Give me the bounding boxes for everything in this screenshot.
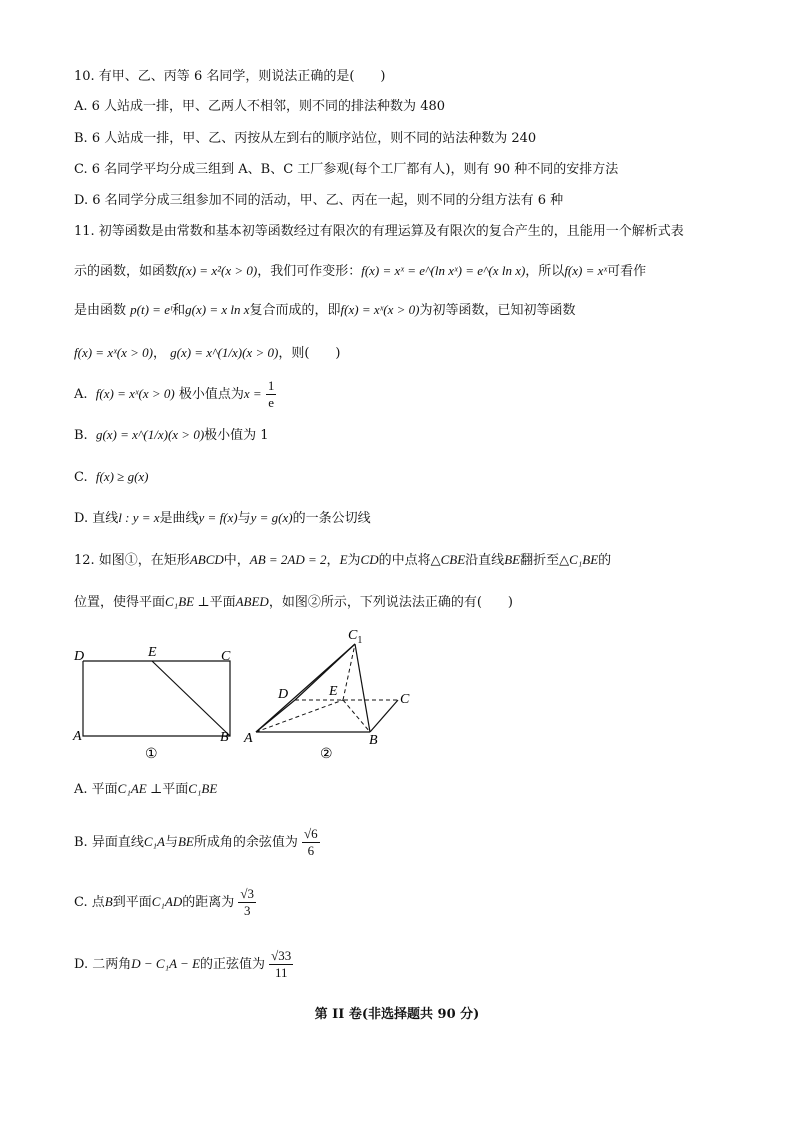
q11-line2-expr-b: f(x) = x²(x > 0)	[178, 263, 258, 278]
q12-l1-m: 翻折至	[520, 553, 560, 568]
q11-b-expr: g(x) = x^(1/x)(x > 0)	[95, 427, 205, 442]
q11-line4-text-b: ，	[152, 346, 166, 361]
segment-bc	[370, 700, 398, 732]
q11-line2	[74, 262, 646, 281]
segment-dc1	[295, 644, 355, 700]
fig2-label-b: B	[369, 733, 378, 748]
fig2-label-c: C	[400, 692, 410, 707]
q12-l1-n: △C₁BE	[559, 552, 599, 567]
q11-c-expr: f(x) ≥ g(x)	[95, 469, 149, 484]
fig1-label-d: D	[74, 649, 85, 664]
q11-line3-text-a: 是由函数	[74, 303, 127, 318]
segment-ad	[256, 700, 295, 732]
q12-b-num: √6	[304, 826, 318, 841]
fig2-label-d: D	[278, 687, 289, 702]
q12-c-text-a: C. 点	[74, 895, 105, 910]
q11-b-text: 极小值为 1	[204, 428, 269, 443]
q12-l1-j: △CBE	[430, 552, 466, 567]
q12-b-expr-d: BE	[177, 834, 194, 849]
q12-line2	[74, 593, 513, 612]
q10-stem: 10. 有甲、乙、丙等 6 名同学，则说法正确的是( )	[74, 69, 386, 84]
q12-b-text-a: B. 异面直线	[74, 835, 144, 850]
segment-ae-dashed	[256, 700, 343, 732]
q12-l1-d: AB = 2AD = 2	[249, 552, 327, 567]
q11-a-fraction	[266, 378, 277, 411]
q11-a-label: A.	[74, 387, 88, 402]
q11-option-c	[74, 468, 149, 487]
q11-d-text-c: 是曲线	[159, 511, 199, 526]
q11-a-x: x =	[243, 386, 262, 401]
q11-line3-expr-f: f(x) = xˣ(x > 0)	[340, 302, 420, 317]
q11-line4-text-d: ，则( )	[278, 346, 341, 361]
q12-l1-k: 沿直线	[465, 553, 505, 568]
q12-a-expr-d: C₁BE	[188, 781, 218, 796]
q12-l1-b: ABCD	[189, 552, 224, 567]
q11-line2-text-e: ，所以	[525, 264, 565, 279]
q11-line3-text-c: 和	[172, 303, 186, 318]
q12-a-text-a: A. 平面	[74, 782, 118, 797]
q11-option-d	[74, 509, 371, 528]
q11-d-text-g: 的一条公切线	[292, 511, 371, 526]
q12-b-text-c: 与	[164, 835, 178, 850]
q11-line2-text-g: 可看作	[607, 264, 647, 279]
q12-option-d	[74, 944, 293, 985]
q11-d-text-a: D.	[74, 511, 89, 526]
q12-l1-c: 中，	[223, 553, 250, 568]
q11-line3-expr-d: g(x) = x ln x	[185, 302, 250, 317]
q11-a-num: 1	[267, 378, 275, 393]
q12-c-expr-d: C₁AD	[151, 894, 183, 909]
figure-folded	[240, 625, 430, 770]
q12-d-text-c: 的正弦值为	[200, 957, 266, 972]
fig2-label-c1-sub: 1	[357, 635, 363, 646]
q11-line3	[74, 301, 576, 320]
q11-d-expr-l: l : y = x	[118, 510, 160, 525]
q12-d-text-a: D. 二两角	[74, 957, 132, 972]
q12-c-num: √3	[240, 886, 255, 901]
q12-option-b	[74, 822, 320, 863]
q12-option-a	[74, 780, 217, 799]
q12-l1-i: 的中点将	[378, 553, 431, 568]
figure-rectangle	[70, 640, 250, 770]
q11-line4	[74, 344, 340, 363]
q12-l1-a: 12. 如图①，在矩形	[74, 553, 190, 568]
q12-l2-b: C₁BE ⊥	[165, 594, 210, 609]
q11-a-text: 极小值点为	[178, 387, 244, 402]
fig1-caption: ①	[145, 747, 158, 762]
q12-a-expr-b: C₁AE ⊥	[117, 781, 163, 796]
q11-option-b	[74, 426, 269, 445]
q11-a-expr: f(x) = xˣ(x > 0)	[95, 386, 175, 401]
q12-d-den: 11	[274, 965, 288, 980]
q12-b-text-e: 所成角的余弦值为	[193, 835, 298, 850]
q12-l1-e: ，	[326, 553, 340, 568]
fig2-label-c1	[348, 628, 362, 646]
segment-c1b	[355, 644, 370, 732]
fig2-label-a: A	[244, 731, 253, 746]
q11-line3-text-g: 为初等函数，已知初等函数	[419, 303, 576, 318]
q12-d-fraction	[269, 948, 293, 981]
q10-option-a: A. 6 人站成一排，甲、乙两人不相邻，则不同的排法种数为 480	[74, 99, 446, 114]
q12-l1-g: 为	[347, 553, 361, 568]
fig1-label-c: C	[221, 649, 231, 664]
q12-l2-c: 平面	[209, 595, 236, 610]
rectangle-abcd	[83, 661, 230, 736]
q12-l1-l: BE	[504, 552, 521, 567]
q12-d-num: √33	[271, 948, 292, 963]
q10-option-d: D. 6 名同学分成三组参加不同的活动，甲、乙、丙在一起，则不同的分组方法有 6 种	[74, 193, 564, 208]
fig2-caption: ②	[320, 747, 333, 762]
q11-a-den: e	[268, 395, 274, 410]
q11-line3-text-e: 复合而成的，即	[249, 303, 341, 318]
q11-line3-expr-b: p(t) = eᵗ	[130, 302, 173, 317]
q12-c-text-e: 的距离为	[182, 895, 235, 910]
segment-eb	[152, 661, 230, 736]
q11-d-text-e: 与	[237, 511, 251, 526]
q11-line2-text-c: ，我们可作变形：	[257, 264, 362, 279]
q11-c-label: C.	[74, 470, 88, 485]
q12-d-expr-b: D − C₁A − E	[131, 956, 201, 971]
q11-option-a	[74, 377, 276, 412]
q11-line4-expr-a: f(x) = xˣ(x > 0)	[74, 345, 153, 360]
q12-b-den: 6	[307, 843, 315, 858]
fig2-label-c1-letter: C	[348, 628, 358, 643]
q12-c-text-c: 到平面	[112, 895, 152, 910]
q12-b-expr-b: C₁A	[143, 834, 165, 849]
q12-l1-f: E	[339, 552, 348, 567]
q10-option-c: C. 6 名同学平均分成三组到 A、B、C 工厂参观(每个工厂都有人)，则有 90 种不同的安排方法	[74, 162, 619, 177]
q12-l2-e: ，如图②所示，下列说法法正确的有( )	[268, 595, 513, 610]
q12-c-den: 3	[243, 903, 251, 918]
q11-line2-expr-d: f(x) = xˣ = e^(ln xˣ) = e^(x ln x)	[361, 263, 526, 278]
q12-l1-h: CD	[360, 552, 379, 567]
q12-l1-o: 的	[598, 553, 612, 568]
q12-b-fraction	[302, 826, 320, 859]
fig1-label-e: E	[148, 645, 157, 660]
q11-d-text-b: 直线	[92, 511, 119, 526]
q11-d-expr-g: y = g(x)	[250, 510, 293, 525]
fig1-label-a: A	[73, 729, 82, 744]
q12-a-text-c: 平面	[162, 782, 189, 797]
q12-c-fraction	[238, 886, 256, 919]
q12-l2-d: ABED	[235, 594, 269, 609]
q12-line1	[74, 551, 611, 570]
fig1-label-b: B	[220, 730, 229, 745]
fig2-label-e: E	[329, 684, 338, 699]
q11-line2-text-a: 示的函数，如函数	[74, 264, 179, 279]
q11-b-label: B.	[74, 428, 88, 443]
q11-line1: 11. 初等函数是由常数和基本初等函数经过有限次的有理运算及有限次的复合产生的，且能用一个解析式表	[74, 224, 684, 239]
q11-line4-expr-c: g(x) = x^(1/x)(x > 0)	[170, 345, 279, 360]
q12-option-c	[74, 882, 256, 923]
q12-c-expr-b: B	[104, 894, 113, 909]
section-title: 第 II 卷(非选择题共 90 分)	[314, 1007, 480, 1022]
q12-l2-a: 位置，使得平面	[74, 595, 166, 610]
q11-line2-expr-f: f(x) = xˣ	[564, 263, 608, 278]
q10-option-b: B. 6 人站成一排，甲、乙、丙按从左到右的顺序站位，则不同的站法种数为 240	[74, 131, 537, 146]
q11-d-expr-f: y = f(x)	[198, 510, 238, 525]
